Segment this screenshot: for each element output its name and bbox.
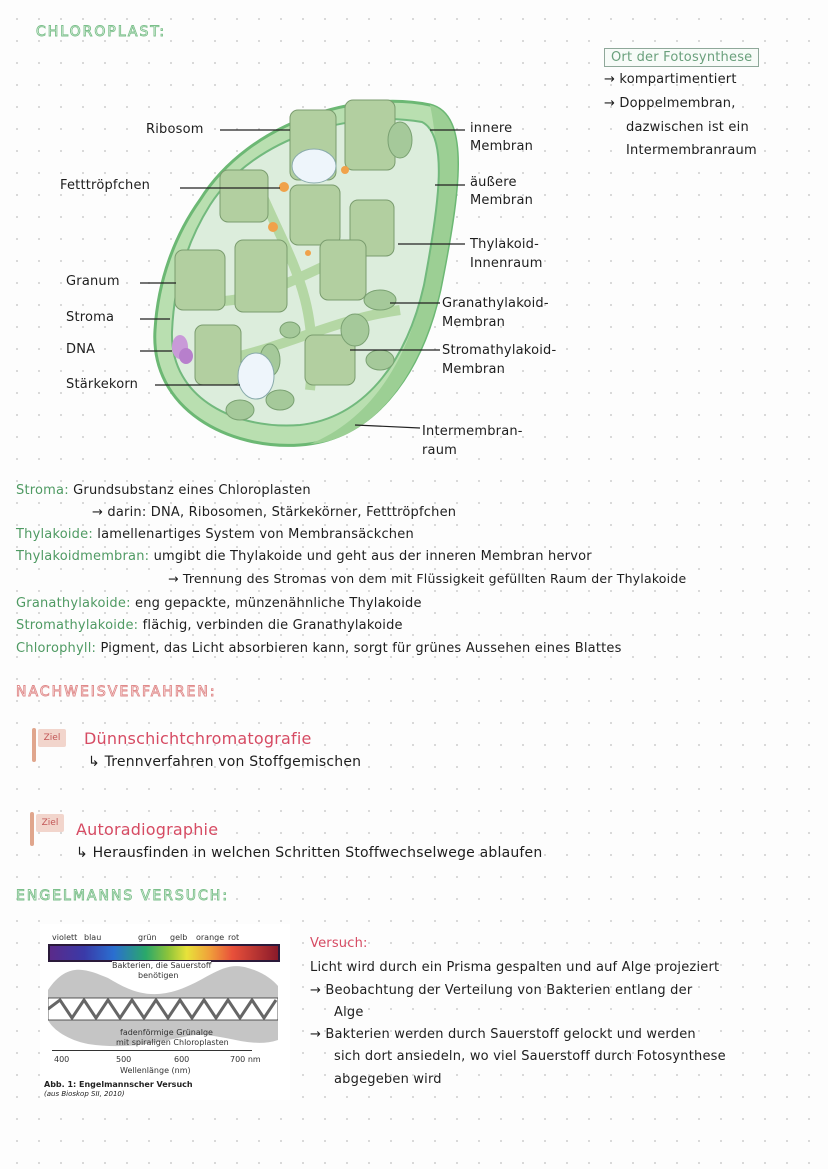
section-heading-nachweis: NACHWEISVERFAHREN: bbox=[16, 684, 217, 700]
label-granathylakoid-membran: Membran bbox=[442, 315, 506, 330]
label-thylakoid: Thylakoid- bbox=[470, 237, 540, 252]
definition-text: → Trennung des Stromas von dem mit Flüssigkeit gefüllten Raum der Thylakoide bbox=[168, 571, 687, 586]
bacteria-label: Bakterien, die Sauerstoff bbox=[112, 961, 212, 970]
method-name: Dünnschichtchromatografie bbox=[84, 729, 312, 748]
flag-marker bbox=[32, 728, 36, 762]
spectrum-label-blau: blau bbox=[84, 933, 102, 942]
term-thylakoidmembran: Thylakoidmembran: bbox=[16, 549, 150, 564]
definition-granathylakoide bbox=[16, 596, 422, 611]
label-stromathylakoid-membran: Membran bbox=[442, 362, 506, 377]
label-intermembran-raum: raum bbox=[422, 443, 458, 458]
x-axis-label: Wellenlänge (nm) bbox=[120, 1066, 191, 1075]
versuch-line: → Bakterien werden durch Sauerstoff gelockt und werden bbox=[310, 1027, 696, 1042]
tick-label: 500 bbox=[116, 1055, 132, 1064]
alga-label: fadenförmige Grünalge bbox=[120, 1028, 213, 1037]
tag-ziel: Ziel bbox=[36, 814, 64, 832]
term-stromathylakoide: Stromathylakoide: bbox=[16, 618, 139, 633]
label-aeussere: äußere bbox=[470, 175, 517, 190]
side-box-line: Intermembranraum bbox=[626, 143, 757, 158]
figure-source: (aus Bioskop SII, 2010) bbox=[44, 1090, 125, 1098]
spectrum-label-orange: orange bbox=[196, 933, 225, 942]
label-aeussere-membran: Membran bbox=[470, 193, 534, 208]
definition-text: Grundsubstanz eines Chloroplasten bbox=[73, 483, 311, 498]
tick-label: 600 bbox=[174, 1055, 190, 1064]
definition-text: lamellenartiges System von Membransäckchen bbox=[97, 527, 414, 542]
definition-text: → darin: DNA, Ribosomen, Stärkekörner, Fetttröpfchen bbox=[92, 505, 457, 520]
bacteria-label-2: benötigen bbox=[138, 971, 179, 980]
label-innere-membran: Membran bbox=[470, 139, 534, 154]
label-stroma: Stroma bbox=[66, 310, 115, 325]
versuch-line: Licht wird durch ein Prisma gespalten und auf Alge projeziert bbox=[310, 960, 720, 975]
label-granum: Granum bbox=[66, 274, 120, 289]
side-box-line: → kompartimentiert bbox=[604, 72, 737, 87]
spectrum-label-rot: rot bbox=[228, 933, 240, 942]
term-stroma: Stroma: bbox=[16, 483, 69, 498]
term-granathylakoide: Granathylakoide: bbox=[16, 596, 131, 611]
label-ribosom: Ribosom bbox=[146, 122, 204, 137]
term-thylakoide: Thylakoide: bbox=[16, 527, 93, 542]
definition-chlorophyll bbox=[16, 641, 622, 656]
figure-caption: Abb. 1: Engelmannscher Versuch bbox=[44, 1080, 193, 1089]
definition-stroma bbox=[16, 483, 311, 498]
label-fetttroepfchen: Fetttröpfchen bbox=[60, 178, 151, 193]
definition-thylakoidmembran-detail bbox=[168, 571, 686, 586]
versuch-line: Alge bbox=[334, 1005, 364, 1020]
method-description: ↳ Herausfinden in welchen Schritten Stoffwechselwege ablaufen bbox=[76, 845, 543, 861]
definition-text: eng gepackte, münzenähnliche Thylakoide bbox=[135, 596, 422, 611]
definition-stromathylakoide bbox=[16, 618, 403, 633]
definition-thylakoide bbox=[16, 527, 414, 542]
tag-ziel: Ziel bbox=[38, 729, 66, 747]
method-name: Autoradiographie bbox=[76, 820, 219, 839]
tick-label: 400 bbox=[54, 1055, 70, 1064]
spectrum-label-violett: violett bbox=[52, 933, 78, 942]
label-staerkekorn: Stärkekorn bbox=[66, 377, 139, 392]
versuch-line: → Beobachtung der Verteilung von Bakterien entlang der bbox=[310, 983, 693, 998]
versuch-line: sich dort ansiedeln, wo viel Sauerstoff durch Fotosynthese bbox=[334, 1049, 726, 1064]
label-intermembran: Intermembran- bbox=[422, 424, 523, 439]
alga-label-2: mit spiraligen Chloroplasten bbox=[116, 1038, 229, 1047]
spectrum-label-gelb: gelb bbox=[170, 933, 188, 942]
section-heading-engelmann: ENGELMANNS VERSUCH: bbox=[16, 888, 230, 904]
side-box-line: → Doppelmembran, bbox=[604, 96, 736, 111]
definition-text: umgibt die Thylakoide und geht aus der inneren Membran hervor bbox=[153, 549, 592, 564]
label-granathylakoid: Granathylakoid- bbox=[442, 296, 549, 311]
label-stromathylakoid: Stromathylakoid- bbox=[442, 343, 557, 358]
definition-thylakoidmembran bbox=[16, 549, 592, 564]
x-axis bbox=[52, 1050, 252, 1051]
engelmann-figure bbox=[40, 924, 290, 1100]
definition-text: flächig, verbinden die Granathylakoide bbox=[142, 618, 403, 633]
versuch-title: Versuch: bbox=[310, 936, 368, 951]
method-description: ↳ Trennverfahren von Stoffgemischen bbox=[88, 754, 362, 770]
definition-stroma-detail bbox=[92, 505, 456, 520]
label-thylakoid-innenraum: Innenraum bbox=[470, 256, 543, 271]
side-box-title: Ort der Fotosynthese bbox=[604, 48, 759, 67]
tick-label: 700 nm bbox=[230, 1055, 261, 1064]
label-innere: innere bbox=[470, 121, 513, 136]
spectrum-label-gruen: grün bbox=[138, 933, 157, 942]
definition-text: Pigment, das Licht absorbieren kann, sorgt für grünes Aussehen eines Blattes bbox=[100, 641, 622, 656]
label-dna: DNA bbox=[66, 342, 96, 357]
flag-marker bbox=[30, 812, 34, 846]
page-title: CHLOROPLAST: bbox=[36, 24, 167, 40]
versuch-line: abgegeben wird bbox=[334, 1072, 442, 1087]
term-chlorophyll: Chlorophyll: bbox=[16, 641, 97, 656]
side-box-line: dazwischen ist ein bbox=[626, 120, 749, 135]
